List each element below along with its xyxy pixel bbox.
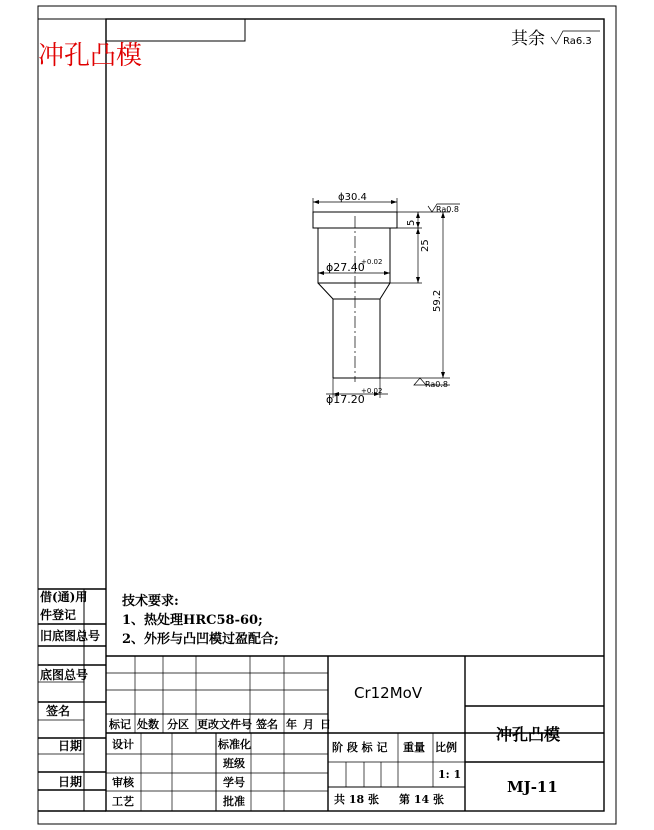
strip-date1: 日期 [58, 739, 83, 753]
rev-label-2: 分区 [167, 718, 189, 731]
rough-bottom-text: Ra0.8 [425, 380, 449, 389]
tech-heading: 技术要求: [122, 594, 179, 609]
dim-body-h-text: 25 [420, 239, 431, 252]
part-code-text: MJ-11 [507, 778, 558, 796]
strip-date2: 日期 [58, 775, 83, 789]
scale-label: 比例 [435, 741, 457, 754]
rev-label-3: 更改文件号 [197, 718, 252, 731]
sheets-total: 共 18 张 [334, 793, 379, 806]
dim-body-tol-text: +0.02 [361, 258, 383, 266]
code-box [106, 19, 245, 41]
material-text: Cr12MoV [354, 684, 423, 702]
weight-label: 重量 [403, 741, 425, 754]
tech-item-2: 2、外形与凸凹模过盈配合; [122, 632, 279, 647]
tech-item-1: 1、热处理HRC58-60; [122, 613, 263, 628]
strip-borrow: 借(通)用 [40, 590, 88, 604]
process-label: 工艺 [112, 795, 134, 808]
approve-label: 批准 [223, 795, 245, 808]
student-no-label: 学号 [223, 776, 245, 789]
rough-top-text: Ra0.8 [436, 205, 460, 214]
scale-value: 1: 1 [438, 768, 462, 781]
strip-base-no: 底图总号 [40, 668, 89, 682]
surface-note: 其余 [511, 29, 545, 49]
dim-tip-dia-text: ϕ17.20 [326, 393, 365, 406]
punch-part [313, 212, 397, 382]
rev-label-6: 月 [303, 718, 314, 731]
design-label: 设计 [112, 738, 134, 751]
strip-sign: 签名 [46, 704, 71, 718]
dim-total-text: 59.2 [432, 289, 443, 312]
dim-head-h-text: 5 [406, 219, 417, 226]
dim-body-dia-text: ϕ27.40 [326, 261, 365, 274]
rev-label-5: 年 [286, 718, 297, 731]
rev-label-0: 标记 [109, 718, 131, 731]
standard-label: 标准化 [218, 738, 251, 751]
surface-value: Ra6.3 [563, 36, 592, 47]
sheet-number: 第 14 张 [399, 793, 444, 806]
review-label: 审核 [112, 776, 134, 789]
rev-label-1: 处数 [137, 718, 159, 731]
class-label: 班级 [223, 757, 245, 770]
strip-reg: 件登记 [40, 608, 77, 622]
strip-old-no: 旧底图总号 [40, 629, 101, 643]
rev-label-4: 签名 [256, 718, 278, 731]
part-title: 冲孔凸模 [38, 41, 143, 71]
outer-frame [38, 6, 616, 824]
dim-head-dia-text: ϕ30.4 [338, 192, 367, 203]
part-name-text: 冲孔凸模 [496, 725, 561, 744]
rev-label-7: 日 [320, 718, 331, 731]
dim-tip-tol-text: +0.02 [361, 387, 383, 395]
stage-label: 阶 段 标 记 [332, 741, 388, 754]
